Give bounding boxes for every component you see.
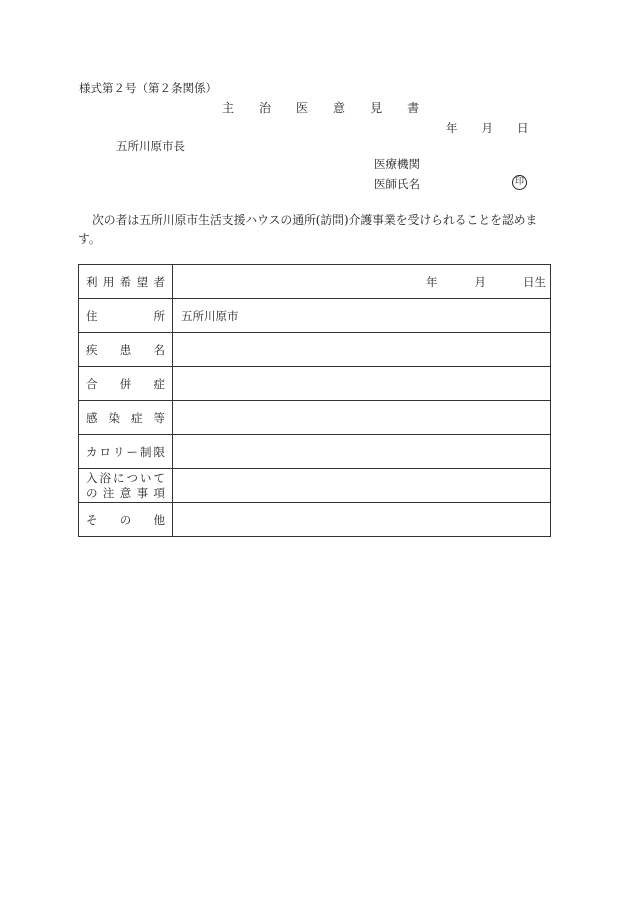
- document-title: [222, 99, 419, 116]
- disease-value-cell[interactable]: [173, 333, 551, 367]
- label-char: 感: [86, 410, 98, 425]
- label-char: 注: [102, 485, 115, 500]
- seal-mark: 印: [512, 175, 527, 190]
- infection-label: [79, 401, 173, 435]
- label-char: 利: [86, 274, 98, 289]
- label-char: 項: [153, 485, 165, 500]
- table-row: [79, 503, 551, 537]
- title-char: 治: [259, 101, 272, 115]
- bathing-value-cell[interactable]: [173, 469, 551, 503]
- label-char: 入: [86, 470, 98, 485]
- label-char: 患: [119, 342, 132, 357]
- calorie-label: [79, 435, 173, 469]
- year-label: 年: [446, 121, 458, 135]
- bathing-value: [173, 479, 181, 493]
- table-row: [79, 265, 551, 299]
- label-char: 望: [136, 274, 149, 289]
- table-row: [79, 401, 551, 435]
- opinion-table: [78, 264, 551, 537]
- label-char: 事: [136, 485, 149, 500]
- label-char: 者: [153, 274, 165, 289]
- title-char: 医: [296, 101, 309, 115]
- infection-value-cell[interactable]: [173, 401, 551, 435]
- other-label: [79, 503, 173, 537]
- label-char: 症: [153, 376, 165, 391]
- calorie-value-cell[interactable]: [173, 435, 551, 469]
- disease-value: [173, 343, 181, 357]
- label-char: ロ: [99, 444, 111, 459]
- address-value-cell[interactable]: [173, 299, 551, 333]
- bathing-label: [79, 469, 173, 503]
- birth-year-label: 年: [426, 274, 438, 289]
- applicant-label: [79, 265, 173, 299]
- label-char: 制: [140, 444, 152, 459]
- birth-day-label: 日生: [523, 274, 546, 289]
- label-char: 名: [153, 342, 165, 357]
- complication-label: [79, 367, 173, 401]
- form-number: 様式第２号（第２条関係）: [79, 81, 217, 95]
- institution-label: 医療機関: [374, 157, 420, 171]
- label-char: て: [153, 470, 165, 485]
- label-char: 染: [108, 410, 120, 425]
- label-char: ー: [126, 444, 138, 459]
- infection-value: [173, 411, 181, 425]
- table-row: [79, 333, 551, 367]
- date-line: [446, 120, 529, 136]
- disease-label: [79, 333, 173, 367]
- label-char: そ: [86, 512, 98, 527]
- other-value: [173, 513, 181, 527]
- label-char: 疾: [86, 342, 98, 357]
- calorie-value: [173, 445, 181, 459]
- title-char: 見: [370, 101, 383, 115]
- label-char: 併: [119, 376, 132, 391]
- label-char: の: [86, 485, 98, 500]
- label-char: 意: [119, 485, 132, 500]
- table-row: [79, 435, 551, 469]
- label-char: 浴: [99, 470, 111, 485]
- title-char: 意: [333, 101, 346, 115]
- label-char: 合: [86, 376, 98, 391]
- applicant-value-cell[interactable]: [173, 265, 551, 299]
- complication-value: [173, 377, 181, 391]
- day-label: 日: [517, 121, 529, 135]
- label-char: 症: [131, 410, 143, 425]
- title-char: 主: [222, 101, 235, 115]
- month-label: 月: [481, 121, 493, 135]
- label-char: 住: [86, 308, 98, 323]
- title-char: 書: [407, 101, 420, 115]
- label-char: カ: [86, 444, 98, 459]
- label-char: い: [140, 470, 152, 485]
- label-char: 他: [153, 512, 165, 527]
- birth-month-label: 月: [474, 274, 486, 289]
- address-label: [79, 299, 173, 333]
- table-row: [79, 469, 551, 503]
- table-row: [79, 299, 551, 333]
- label-char: に: [113, 470, 125, 485]
- doctor-name-label: 医師氏名: [374, 177, 420, 191]
- label-char: 用: [102, 274, 115, 289]
- label-char: 等: [153, 410, 165, 425]
- label-char: つ: [126, 470, 138, 485]
- label-char: 希: [119, 274, 132, 289]
- addressee: 五所川原市長: [116, 139, 185, 153]
- other-value-cell[interactable]: [173, 503, 551, 537]
- label-char: の: [119, 512, 132, 527]
- label-char: 所: [153, 308, 165, 323]
- label-char: リ: [113, 444, 125, 459]
- table-row: [79, 367, 551, 401]
- statement-text: 次の者は五所川原市生活支援ハウスの通所(訪問)介護事業を受けられることを認めます。: [78, 213, 538, 246]
- label-char: 限: [153, 444, 165, 459]
- address-value: 五所川原市: [181, 308, 239, 323]
- complication-value-cell[interactable]: [173, 367, 551, 401]
